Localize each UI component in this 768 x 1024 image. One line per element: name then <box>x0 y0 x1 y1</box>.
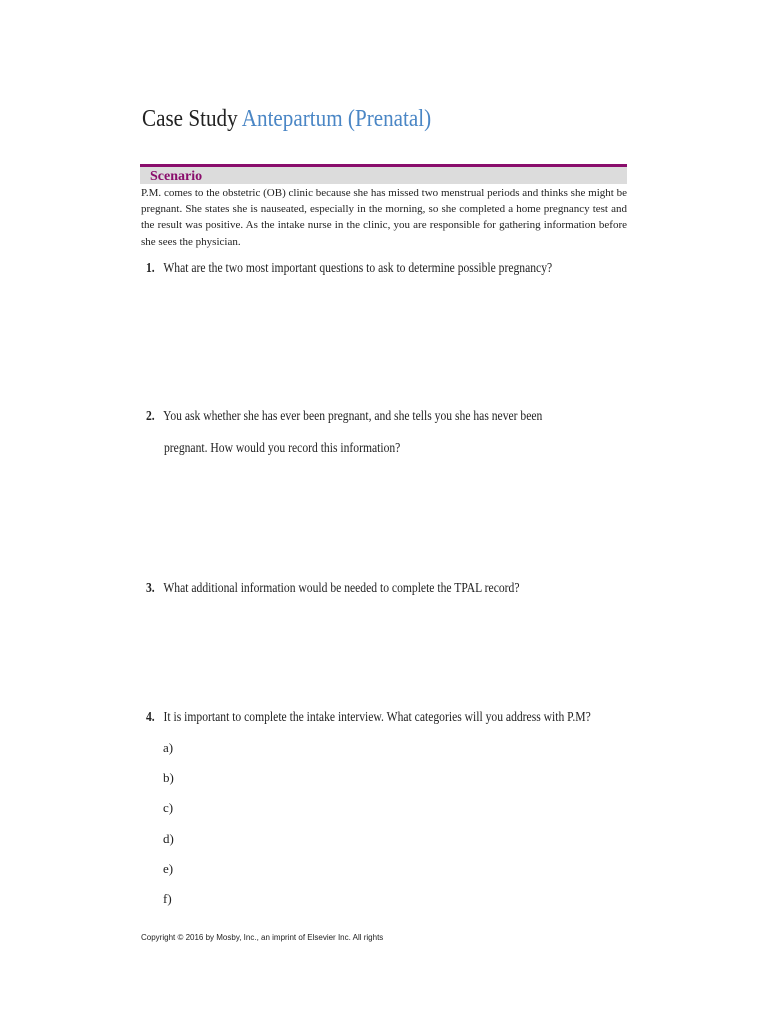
scenario-text: P.M. comes to the obstetric (OB) clinic because she has missed two menstrual periods and thinks she might be pregnant. She states she is nauseated, especially in the morning, so she completed a home pregnancy test and the result was positive. As the intake nurse in the clinic, you are responsible for gathering information before she sees the physician. <box>141 187 627 248</box>
question-number: 4. <box>146 709 155 724</box>
scenario-heading: Scenario <box>150 169 203 184</box>
question-number: 2. <box>146 408 155 423</box>
title-prefix: Case Study <box>142 106 238 132</box>
question-text: It is important to complete the intake interview. What categories will you address with P.M? <box>163 709 591 724</box>
question-2 <box>146 407 542 425</box>
question-number: 1. <box>146 260 155 275</box>
answer-item-c: c) <box>163 800 174 815</box>
question-4 <box>146 708 591 726</box>
answer-item-f: f) <box>163 891 172 906</box>
question-text: What are the two most important questions to ask to determine possible pregnancy? <box>163 260 553 275</box>
question-number: 3. <box>146 580 155 595</box>
answer-item-d: d) <box>163 831 174 846</box>
question-text: You ask whether she has ever been pregnant, and she tells you she has never been <box>163 408 543 423</box>
question-text: What additional information would be needed to complete the TPAL record? <box>163 580 520 595</box>
page-title <box>142 104 431 134</box>
answer-item-e: e) <box>163 861 174 876</box>
question-2-continuation: pregnant. How would you record this information? <box>164 440 401 455</box>
answer-item-b: b) <box>163 770 174 785</box>
question-3 <box>146 579 519 597</box>
question-1 <box>146 259 552 277</box>
answer-item-a: a) <box>163 740 174 755</box>
title-accent: Antepartum (Prenatal) <box>241 106 432 132</box>
scenario-header-bar <box>140 164 627 184</box>
copyright-notice: Copyright © 2016 by Mosby, Inc., an imprint of Elsevier Inc. All rights <box>141 933 384 942</box>
